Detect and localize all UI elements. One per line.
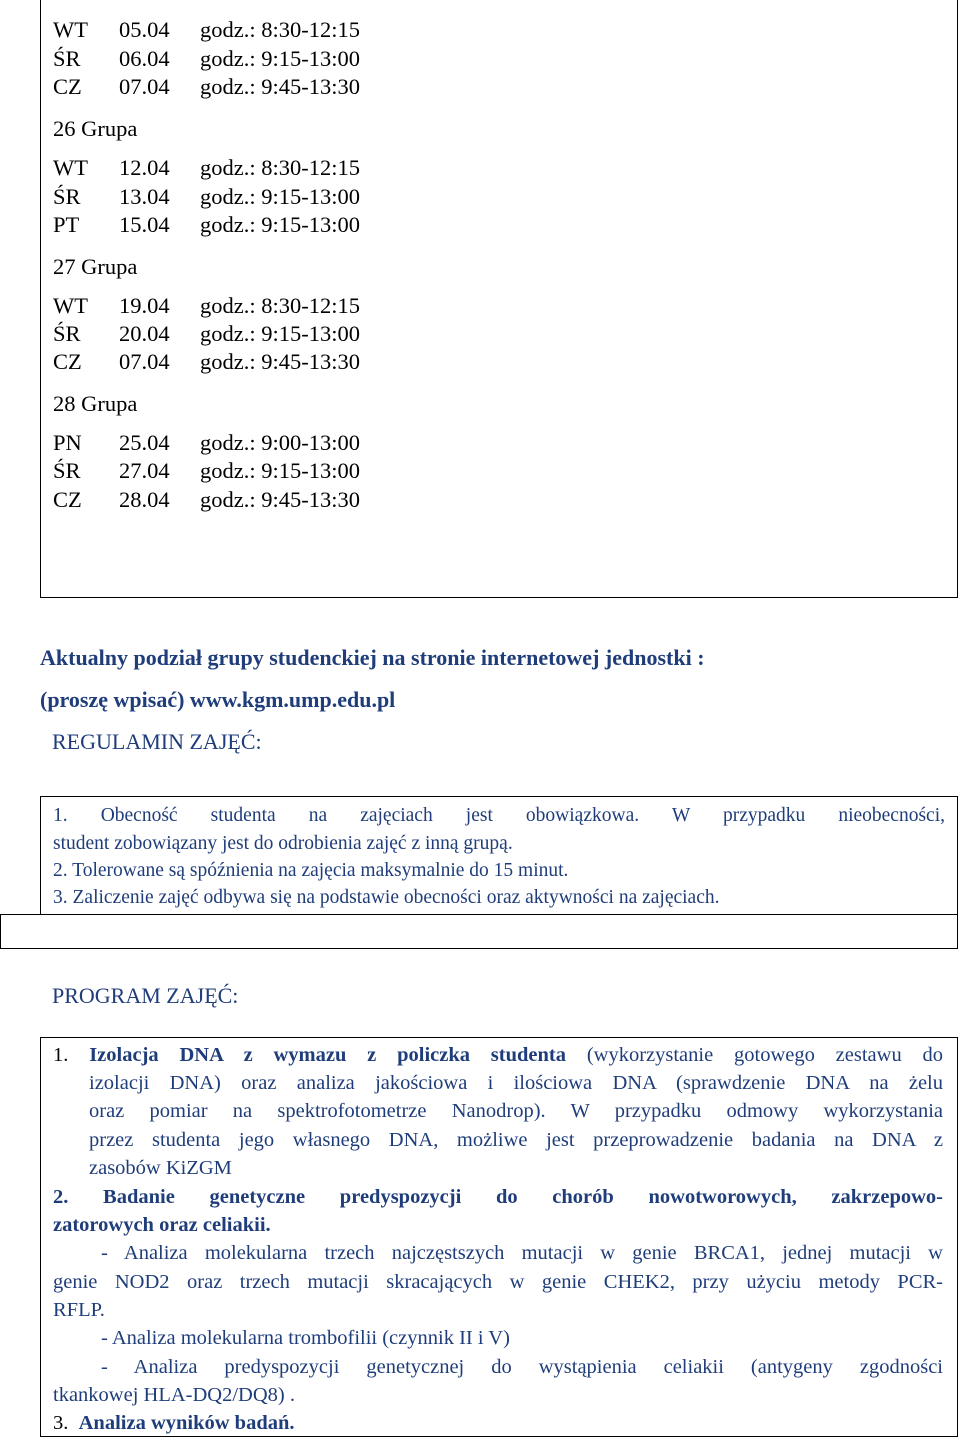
rule-line: 2. Tolerowane są spóźnienia na zajęcia maksymalnie do 15 minut. — [53, 860, 569, 881]
schedule-row: WT 05.04 godz.: 8:30-12:15 — [53, 17, 360, 42]
program-line: - Analiza molekularna trzech najczęstszych mutacji w genie BRCA1, jednej mutacji w — [101, 1242, 943, 1264]
website-line: (proszę wpisać) www.kgm.ump.edu.pl — [40, 687, 396, 712]
program-item-1-title: Izolacja DNA z wymazu z policzka studenta — [89, 1044, 566, 1066]
program-line: - Analiza predyspozycji genetycznej do wystąpienia celiakii (antygeny zgodności — [101, 1356, 943, 1378]
schedule-row: ŚR 20.04 godz.: 9:15-13:00 — [53, 321, 360, 346]
program-item-2-cont: zatorowych oraz celiakii. — [53, 1214, 271, 1236]
program-line: genie NOD2 oraz trzech mutacji skracających w genie CHEK2, przy użyciu metody PCR- — [53, 1271, 943, 1293]
schedule-row: CZ 07.04 godz.: 9:45-13:30 — [53, 74, 360, 99]
schedule-row: PN 25.04 godz.: 9:00-13:00 — [53, 430, 360, 455]
group-heading: 26 Grupa — [53, 116, 138, 141]
schedule-box — [40, 0, 958, 598]
rules-box — [40, 796, 958, 915]
program-line: - Analiza molekularna trombofilii (czynnik II i V) — [101, 1327, 510, 1349]
program-line: tkankowej HLA-DQ2/DQ8) . — [53, 1384, 295, 1406]
group-division-note: Aktualny podział grupy studenckiej na stronie internetowej jednostki : — [40, 645, 705, 670]
program-line: oraz pomiar na spektrofotometrze Nanodrop). W przypadku odmowy wykorzystania — [89, 1100, 943, 1122]
schedule-row: ŚR 27.04 godz.: 9:15-13:00 — [53, 458, 360, 483]
program-heading: PROGRAM ZAJĘĆ: — [52, 983, 239, 1008]
program-item-3-title: Analiza wyników badań. — [78, 1412, 295, 1434]
program-line: RFLP. — [53, 1299, 105, 1321]
schedule-row: CZ 07.04 godz.: 9:45-13:30 — [53, 349, 360, 374]
schedule-row: CZ 28.04 godz.: 9:45-13:30 — [53, 487, 360, 512]
program-item-2: 2. Badanie genetyczne predyspozycji do chorób nowotworowych, zakrzepowo- — [53, 1186, 943, 1208]
program-item-1: 1. Izolacja DNA z wymazu z policzka studenta (wykorzystanie gotowego zestawu do — [53, 1044, 944, 1066]
schedule-row: ŚR 13.04 godz.: 9:15-13:00 — [53, 184, 360, 209]
program-line: izolacji DNA) oraz analiza jakościowa i ilościowa DNA (sprawdzenie DNA na żelu — [89, 1072, 943, 1094]
schedule-row: ŚR 06.04 godz.: 9:15-13:00 — [53, 46, 360, 71]
rule-line: student zobowiązany jest do odrobienia zajęć z inną grupą. — [53, 833, 513, 854]
program-line: przez studenta jego własnego DNA, możliwe jest przeprowadzenie badania na DNA z — [89, 1129, 943, 1151]
schedule-row: WT 12.04 godz.: 8:30-12:15 — [53, 155, 360, 180]
schedule-row: WT 19.04 godz.: 8:30-12:15 — [53, 293, 360, 318]
group-heading: 27 Grupa — [53, 254, 138, 279]
program-line: zasobów KiZGM — [89, 1157, 232, 1179]
schedule-row: PT 15.04 godz.: 9:15-13:00 — [53, 212, 360, 237]
rule-line: 3. Zaliczenie zajęć odbywa się na podstawie obecności oraz aktywności na zajęciach. — [53, 887, 720, 908]
rules-footer-strip — [0, 914, 958, 949]
program-box — [40, 1037, 958, 1437]
rules-heading: REGULAMIN ZAJĘĆ: — [52, 729, 262, 754]
group-heading: 28 Grupa — [53, 391, 138, 416]
program-item-3: 3. Analiza wyników badań. — [53, 1412, 295, 1434]
rule-line: 1. Obecność studenta na zajęciach jest obowiązkowa. W przypadku nieobecności, — [53, 805, 945, 826]
